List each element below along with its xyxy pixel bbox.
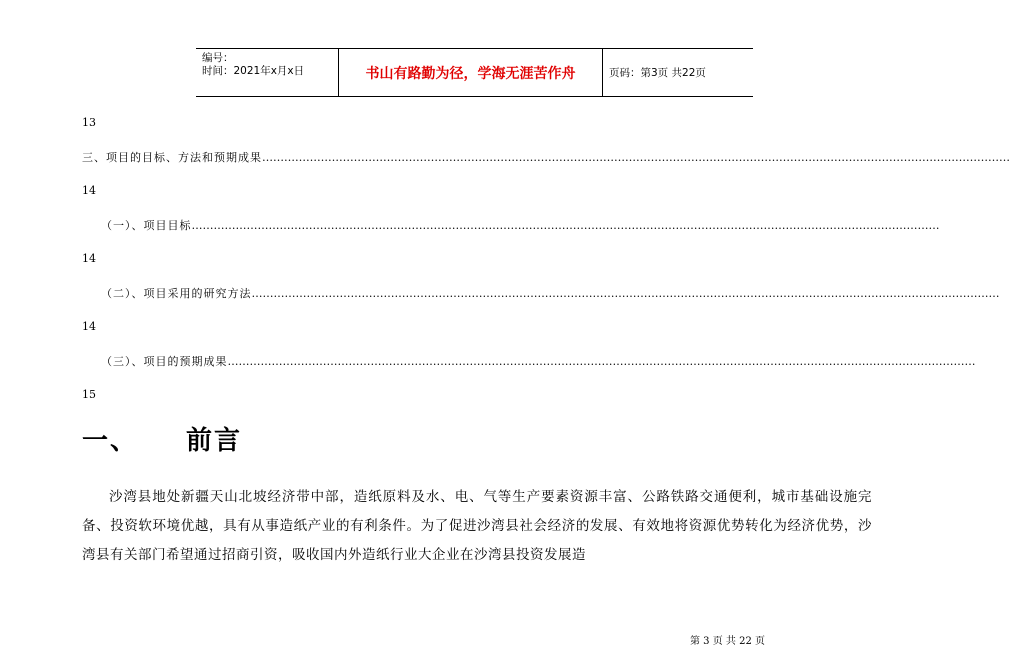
- section-heading: [82, 420, 242, 457]
- toc-entry-label: （一）、项目目标: [101, 219, 192, 232]
- header-meta-cell: [196, 49, 339, 96]
- toc-entry[interactable]: [101, 285, 1000, 301]
- header-page-info: 页码：第3页 共22页: [609, 67, 706, 79]
- page-footer: 第 3 页 共 22 页: [690, 636, 765, 647]
- toc-leader-dots: ……………………………………………………………………………………………………………………………………………………………………………………: [251, 287, 1000, 300]
- toc-entry[interactable]: [101, 353, 976, 369]
- toc-leader-dots: ……………………………………………………………………………………………………………………………………………………………………………………: [191, 219, 940, 232]
- section-number: 一、: [82, 426, 139, 456]
- toc-entry-label: （三）、项目的预期成果: [101, 355, 228, 368]
- toc-page-number: 14: [82, 252, 96, 265]
- toc-entry-label: （二）、项目采用的研究方法: [101, 287, 252, 300]
- page-header-table: [196, 48, 753, 97]
- toc-entry-label: 三、项目的目标、方法和预期成果: [82, 151, 262, 164]
- toc-page-number: 14: [82, 184, 96, 197]
- toc-entry[interactable]: [101, 217, 940, 233]
- header-number-label: 编号：: [202, 52, 234, 64]
- toc-entry[interactable]: [82, 149, 1010, 165]
- header-motto: 书山有路勤为径，学海无涯苦作舟: [339, 49, 603, 96]
- section-title: 前言: [186, 426, 243, 456]
- toc-leader-dots: ……………………………………………………………………………………………………………………………………………………………………………………: [227, 355, 976, 368]
- body-paragraph: 沙湾县地处新疆天山北坡经济带中部，造纸原料及水、电、气等生产要素资源丰富、公路铁路交通便利，城市基础设施完备、投资软环境优越，具有从事造纸产业的有利条件。为了促进沙湾县社会经济的发展、有效地将资源优势转化为经济优势，沙湾县有关部门希望通过招商引资，吸收国内外造纸行业大企业在沙湾县投资发展造: [82, 489, 872, 563]
- toc-page-number: 13: [82, 116, 96, 129]
- header-time-label: 时间：2021年x月x日: [202, 65, 305, 77]
- toc-page-number: 14: [82, 320, 96, 333]
- toc-page-number: 15: [82, 388, 96, 401]
- toc-leader-dots: ……………………………………………………………………………………………………………………………………………………………………………………: [262, 151, 1010, 164]
